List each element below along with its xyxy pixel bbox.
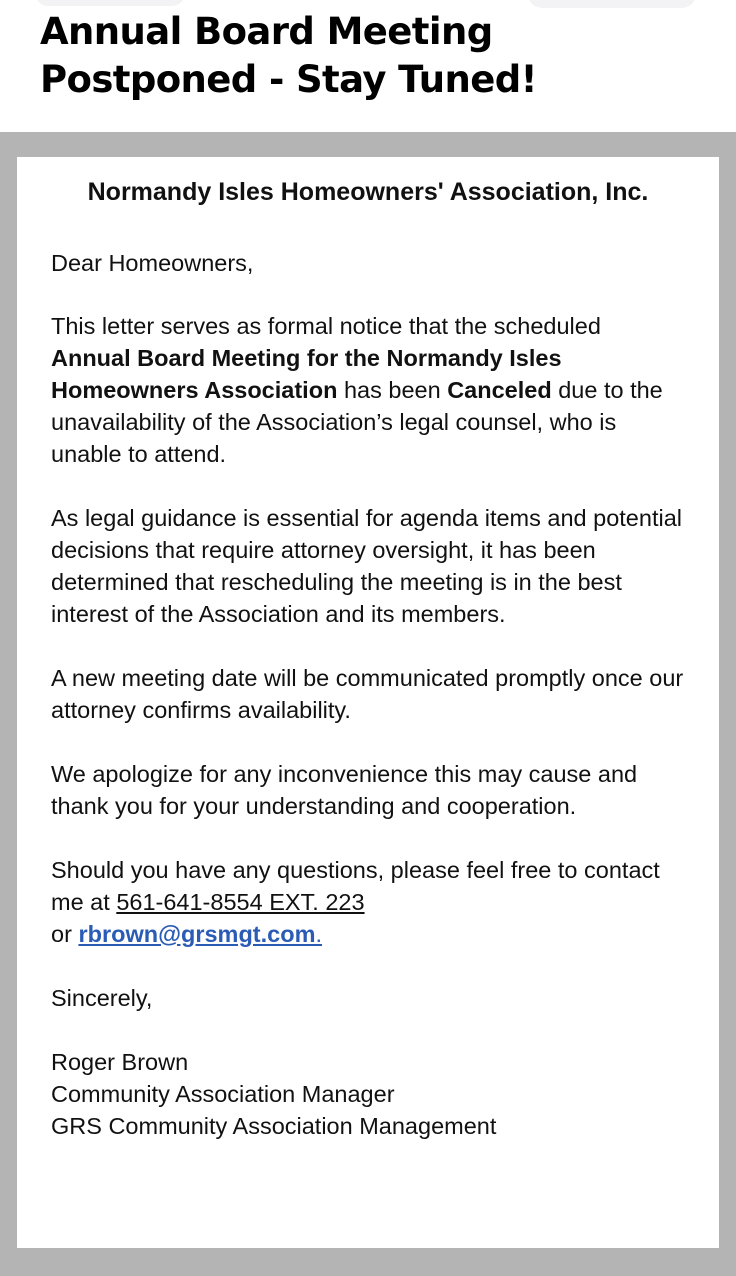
apology-paragraph: We apologize for any inconvenience this may cause and thank you for your understanding and cooperation.	[51, 761, 638, 819]
signer-title: Community Association Manager	[51, 1081, 395, 1107]
contact-period: .	[315, 921, 323, 947]
meeting-name: Annual Board Meeting for the Normandy Isles Homeowners Association	[51, 345, 562, 403]
legal-guidance-paragraph: As legal guidance is essential for agenda items and potential decisions that require attorney oversight, it has been determined that rescheduling the meeting is in the best interest of the Association and its members.	[51, 505, 682, 627]
email-link[interactable]: rbrown@grsmgt.com	[78, 921, 316, 947]
headline-line-2: Postponed - Stay Tuned!	[40, 58, 537, 101]
notice-text-1: This letter serves as formal notice that the scheduled	[51, 313, 601, 339]
post-header	[0, 0, 736, 132]
association-name: Normandy Isles Homeowners' Association, Inc.	[87, 178, 649, 206]
post-headline	[40, 8, 700, 104]
contact-text-1: Should you have any questions, please feel free to contact me at	[51, 857, 660, 915]
headline-line-1: Annual Board Meeting	[40, 10, 493, 53]
notice-text-3: due to the unavailability of the Association’s legal counsel, who is unable to attend.	[51, 377, 663, 467]
phone-link[interactable]: 561-641-8554 EXT. 223	[116, 889, 365, 915]
letter-document	[17, 157, 719, 1248]
top-pill-left[interactable]	[35, 0, 185, 6]
signature-block	[51, 1046, 685, 1142]
canceled-word: Canceled	[447, 377, 552, 403]
closing: Sincerely,	[51, 985, 153, 1011]
new-date-paragraph: A new meeting date will be communicated promptly once our attorney confirms availability.	[51, 665, 684, 723]
signer-name: Roger Brown	[51, 1049, 189, 1075]
notice-paragraph	[51, 310, 685, 470]
contact-text-2: or	[51, 921, 79, 947]
top-pill-right[interactable]	[528, 0, 696, 8]
signer-company: GRS Community Association Management	[51, 1113, 497, 1139]
contact-paragraph	[51, 854, 685, 950]
notice-text-2: has been	[337, 377, 448, 403]
salutation: Dear Homeowners,	[51, 250, 254, 276]
